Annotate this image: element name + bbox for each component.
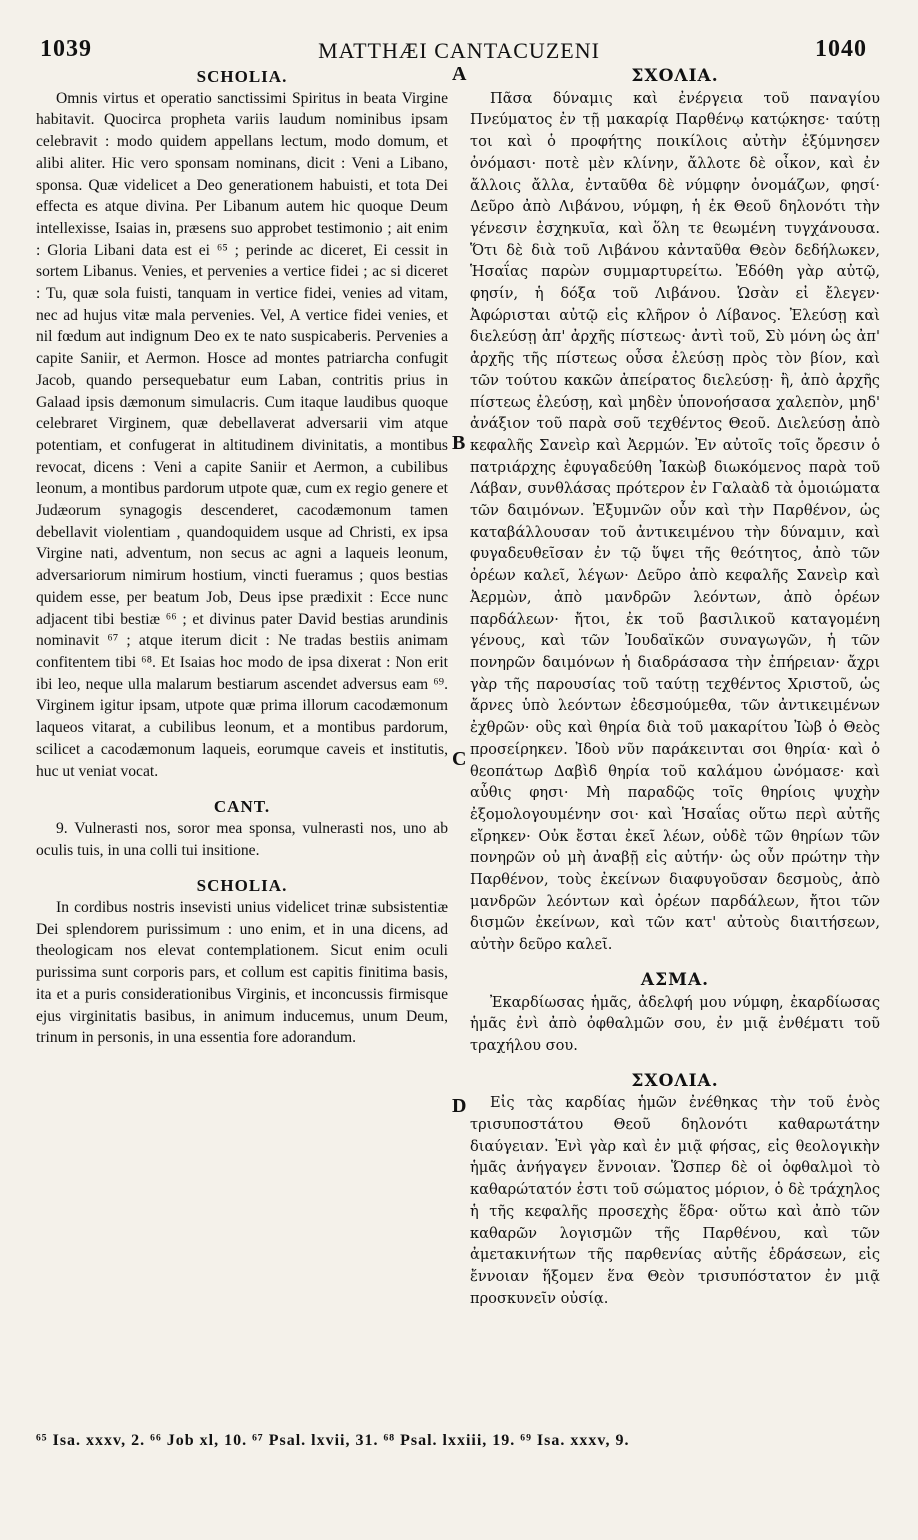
page-number-right: 1040 [815, 36, 867, 62]
margin-marker-a: A [452, 63, 467, 85]
greek-scholia-text: Πᾶσα δύναμις καὶ ἐνέργεια τοῦ παναγίου Πνεύματος ἐν τῇ μακαρίᾳ Παρθένῳ κατῴκησε· ταύτῃ τοι καὶ ὁ προφήτης ποικίλοις αὐτὴν ἐξύμνησεν ὀνόμασι· ποτὲ μὲν κλίνην, ἄλλοτε δὲ οἶκον, καὶ ἐν ἄλλοις ἄλλα, ἐνταῦθα δὲ νύμφην ὀνομάζων, φησί· Δεῦρο ἀπὸ Λιβάνου, νύμφη, ἡ ἐκ Θεοῦ δηλονότι τὴν γένεσιν ἐσχηκυῖα, καὶ ὅλη τε θεωμένη τυγχάνουσα. Ὅτι δὲ διὰ τοῦ Λιβάνου κἀνταῦθα Θεὸν δεδήλωκεν, Ἡσαΐας παρὼν συμμαρτυρείτω. Ἐδόθη γὰρ αὐτῷ, φησίν, ἡ δόξα τοῦ Λιβάνου. Ὡσὰν εἰ ἔλεγεν· Ἀφώρισται αὐτῷ εἰς κλῆρον ὁ Λίβανος. Ἐλεύσῃ καὶ διελεύσῃ ἀπ' ἀρχῆς πίστεως· ἀντὶ τοῦ, Σὺ μόνη ὡς ἀπ' ἀρχῆς τῆς πίστεως οὖσα ἐλεύσῃ πρὸς τὸν βίον, καὶ τῶν τούτου κακῶν ἀπείρατος διελεύσῃ· ἢ, ἀπὸ ἀρχῆς πίστεως ἐλεύσῃ, καὶ μηδὲν ὑπονοήσασα χαλεπὸν, μηδ' ἀνάξιον τοῦ παρὰ σοῦ τεχθέντος Θεοῦ. Διελεύσῃ ἀπὸ κεφαλῆς Σανεὶρ καὶ Ἀερμών. Ἐν αὐτοῖς τοῖς ὄρεσιν ὁ πατριάρχης ἐφυγαδεύθη Ἰακὼβ διωκόμενος παρὰ τοῦ Λάβαν, συνθλάσας πρότερον ἐν Γαλαὰδ τὰ ὁμοιώματα τῶν δαιμόνων. Ἐξυμνῶν οὖν καὶ τὴν Παρθένον, ὡς καταβάλλουσαν τοῦ ἀντικειμένου τὴν δύναμιν, καὶ φυγαδευθεῖσαν ἐν τῷ ὕψει τῆς θεότητος, ἀπὸ τῶν ὀρέων καλεῖ, λέγων· Δεῦρο ἀπὸ κεφαλῆς Σανεὶρ καὶ Ἀερμὼν, ἀπὸ μανδρῶν λεόντων, ἀπὸ ὀρέων παρδάλεων· ἤτοι, ἐκ τοῦ βασιλικοῦ καταγομένη γένους, καὶ τῶν Ἰουδαϊκῶν συναγωγῶν, ἡ τῶν πονηρῶν δαιμόνων ἡ διαδράσασα τὴν ἐπήρειαν· ἄχρι γὰρ τῆς παρουσίας τοῦ ταύτῃ τεχθέντος Χριστοῦ, ὡς ἄρνες ὑπὸ λεόντων ἐδεσμούμεθα, τῶν ἀντικειμένων ἐχθρῶν· οὓς καὶ θηρία διὰ τοῦ μακαρίτου Ἰὼβ ὁ Θεὸς προσείρηκεν. Ἰδοὺ νῦν παράκεινται σοι θηρία· καὶ ὁ θεοπάτωρ Δαβὶδ θηρία τοῦ καλάμου ὠνόμασε· καὶ αὖθις φησι· Μὴ παραδῷς τοῖς θηρίοις ψυχὴν ἐξομολογουμένην σοι· καὶ Ἡσαΐας οὕτω περὶ αὐτῆς εἴρηκεν· Οὐκ ἔσται ἐκεῖ λέων, οὐδὲ τῶν θηρίων τῶν πονηρῶν οὐ μὴ ἀναβῇ εἰς αὐτήν· ὡς οὖν πρώτην τὴν Παρθένον, τοὺς ἐκείνων διαφυγοῦσαν δεσμοὺς, ἀπὸ μανδρῶν λεόντων καὶ ὀρέων παρδάλεων, ἤτοι τῶν δισμῶν ἐκείνων, καὶ τῶν κατ' αὐτοὺς διαιτήσεων, αὐτὴν δεῦρο καλεῖ. [470, 89, 880, 954]
latin-scholia2-heading: SCHOLIA. [196, 876, 288, 896]
margin-marker-d: D [452, 1095, 467, 1117]
greek-scholia2-text: Εἰς τὰς καρδίας ἡμῶν ἐνέθηκας τὴν τοῦ ἑνὸς τρισυποστάτου Θεοῦ δηλονότι καθαρωτάτην διαύγειαν. Ἐνὶ γὰρ καὶ ἐν μιᾷ φήσας, εἰς θεολογικὴν ἡμᾶς ἀνήγαγεν ἔννοιαν. Ὥσπερ δὲ οἱ ὀφθαλμοὶ τὸ καθαρώτατόν ἐστι τοῦ σώματος μόριον, ὁ δὲ τράχηλος ἡ τῆς κεφαλῆς προσεχὴς ἕδρα· οὕτω καὶ ἀπὸ τῶν καθαρῶν λογισμῶν τῆς Παρθένου, καὶ τῶν ἀμετακινήτων τῆς παρθενίας αὐτῆς ἑδράσεων, εἰς ἔννοιαν ἥξομεν ἕνα Θεὸν τρισυπόστατον ἐν μιᾷ προσκυνεῖν οὐσίᾳ. [470, 1094, 880, 1307]
footnotes: ⁶⁵ Isa. xxxv, 2. ⁶⁶ Job xl, 10. ⁶⁷ Psal. lxvii, 31. ⁶⁸ Psal. lxxiii, 19. ⁶⁹ Isa. xxxv, 9. [36, 1432, 630, 1449]
greek-asma-heading: ΑΣΜΑ. [640, 969, 710, 990]
greek-asma-text: Ἐκαρδίωσας ἡμᾶς, ἀδελφή μου νύμφη, ἐκαρδίωσας ἡμᾶς ἐνὶ ἀπὸ ὀφθαλμῶν σου, ἐν μιᾷ ἐνθέματι τοῦ τραχήλου σου. [470, 993, 880, 1054]
page-header [0, 36, 918, 66]
page-number-left: 1039 [40, 36, 92, 62]
latin-scholia-text: Omnis virtus et operatio sanctissimi Spiritus in beata Virgine habitavit. Quocirca propheta variis laudum nominibus ipsam celebravit : modo quidem appellans lectum, modo domum, et alibi aliter. Hic vero sponsam nominans, dicit : Veni a Libano, sponsa. Quæ videlicet a Deo generationem habuisti, et tota Dei effecta es atque divina. Per Libanum autem hic quoque Deum intellexisse, Isaias in, præsens suo approbet testimonio ; ait enim : Gloria Libani data est ei ⁶⁵ ; perinde ac diceret, Ei cessit in sortem Libanus. Venies, et pervenies a vertice fidei ; ac si diceret : Tu, quæ sola fuisti, tanquam in vertice fidei, venies ad vitam, nec ad hujus vitæ mala pervenies. Vel, A vertice fidei venies, et nil fœdum aut indignum Deo ex te nato suspicaberis. Pervenies a capite Saniir, et Aermon. Hosce ad montes patriarcha confugit Jacob, quando persequebatur eum Laban, contritis prius in Galaad ipsis dæmonum simulacris. Cum itaque laudibus quoque celebraret Virginem, quæ debellaverat adversarii vim atque potentiam, et confugerat in altitudinem divinitatis, a montibus revocat, dicens : Veni a capite Saniir et Aermon, a cubilibus leonum, a montibus pardorum utpote quæ, cum ex regio genere et Judæorum synagogis descenderet, cacodæmonum tamen debellavit violentiam , quandoquidem usque ad Christi, ex ipsa Virgine nati, adventum, non secus ac agni a laqueis leonum, adversariorum nimirum hostium, vincti fueramus ; quos bestias quidem esse, per beatum Job, Deus ipse prædixit : Ecce nunc adjacent tibi bestiæ ⁶⁶ ; et divinus pater David bestias arundinis nominavit ⁶⁷ ; atque iterum dicit : Ne tradas bestiis animam confitentem tibi ⁶⁸. Et Isaias hoc modo de ipsa dixerat : Non erit ibi leo, neque ulla malarum bestiarum ascendet adversus eam ⁶⁹. Virginem igitur ipsam, utpote quæ prima illorum cacodæmonum laqueos vitarat, a cubilibus leonum, et a montibus pardorum, scilicet a cacodæmonum laqueis, eorumque caveis et institutis, huc ut veniat vocat. [36, 89, 448, 780]
latin-cant-heading: CANT. [213, 797, 271, 817]
latin-scholia2-text: In cordibus nostris insevisti unius videlicet trinæ subsistentiæ Dei splendorem purissimum : uno enim, et in una dicens, ad theologicam nos elevat contemplationem. Sicut enim oculi purissima sunt corporis pars, et collum est capitis finitima basis, ita et a puris considerationibus Virginis, et inconcussis firmisque ejus virginitatis basibus, in animum inducemus, unum Deum, trinum in personis, in una essentia fore adorandum. [36, 899, 448, 1047]
latin-column [36, 66, 448, 1049]
running-title: MATTHÆI CANTACUZENI [318, 38, 600, 63]
margin-marker-b: B [452, 432, 466, 454]
greek-column [470, 66, 880, 1309]
latin-cant-text: 9. Vulnerasti nos, soror mea sponsa, vulnerasti nos, uno ab oculis tuis, in una colli tui insitione. [36, 819, 448, 859]
greek-scholia-heading: ΣΧΟΛΙΑ. [631, 66, 719, 86]
greek-scholia2-heading: ΣΧΟΛΙΑ. [631, 1070, 719, 1091]
margin-marker-c: C [452, 748, 467, 770]
latin-scholia-heading: SCHOLIA. [196, 67, 288, 86]
